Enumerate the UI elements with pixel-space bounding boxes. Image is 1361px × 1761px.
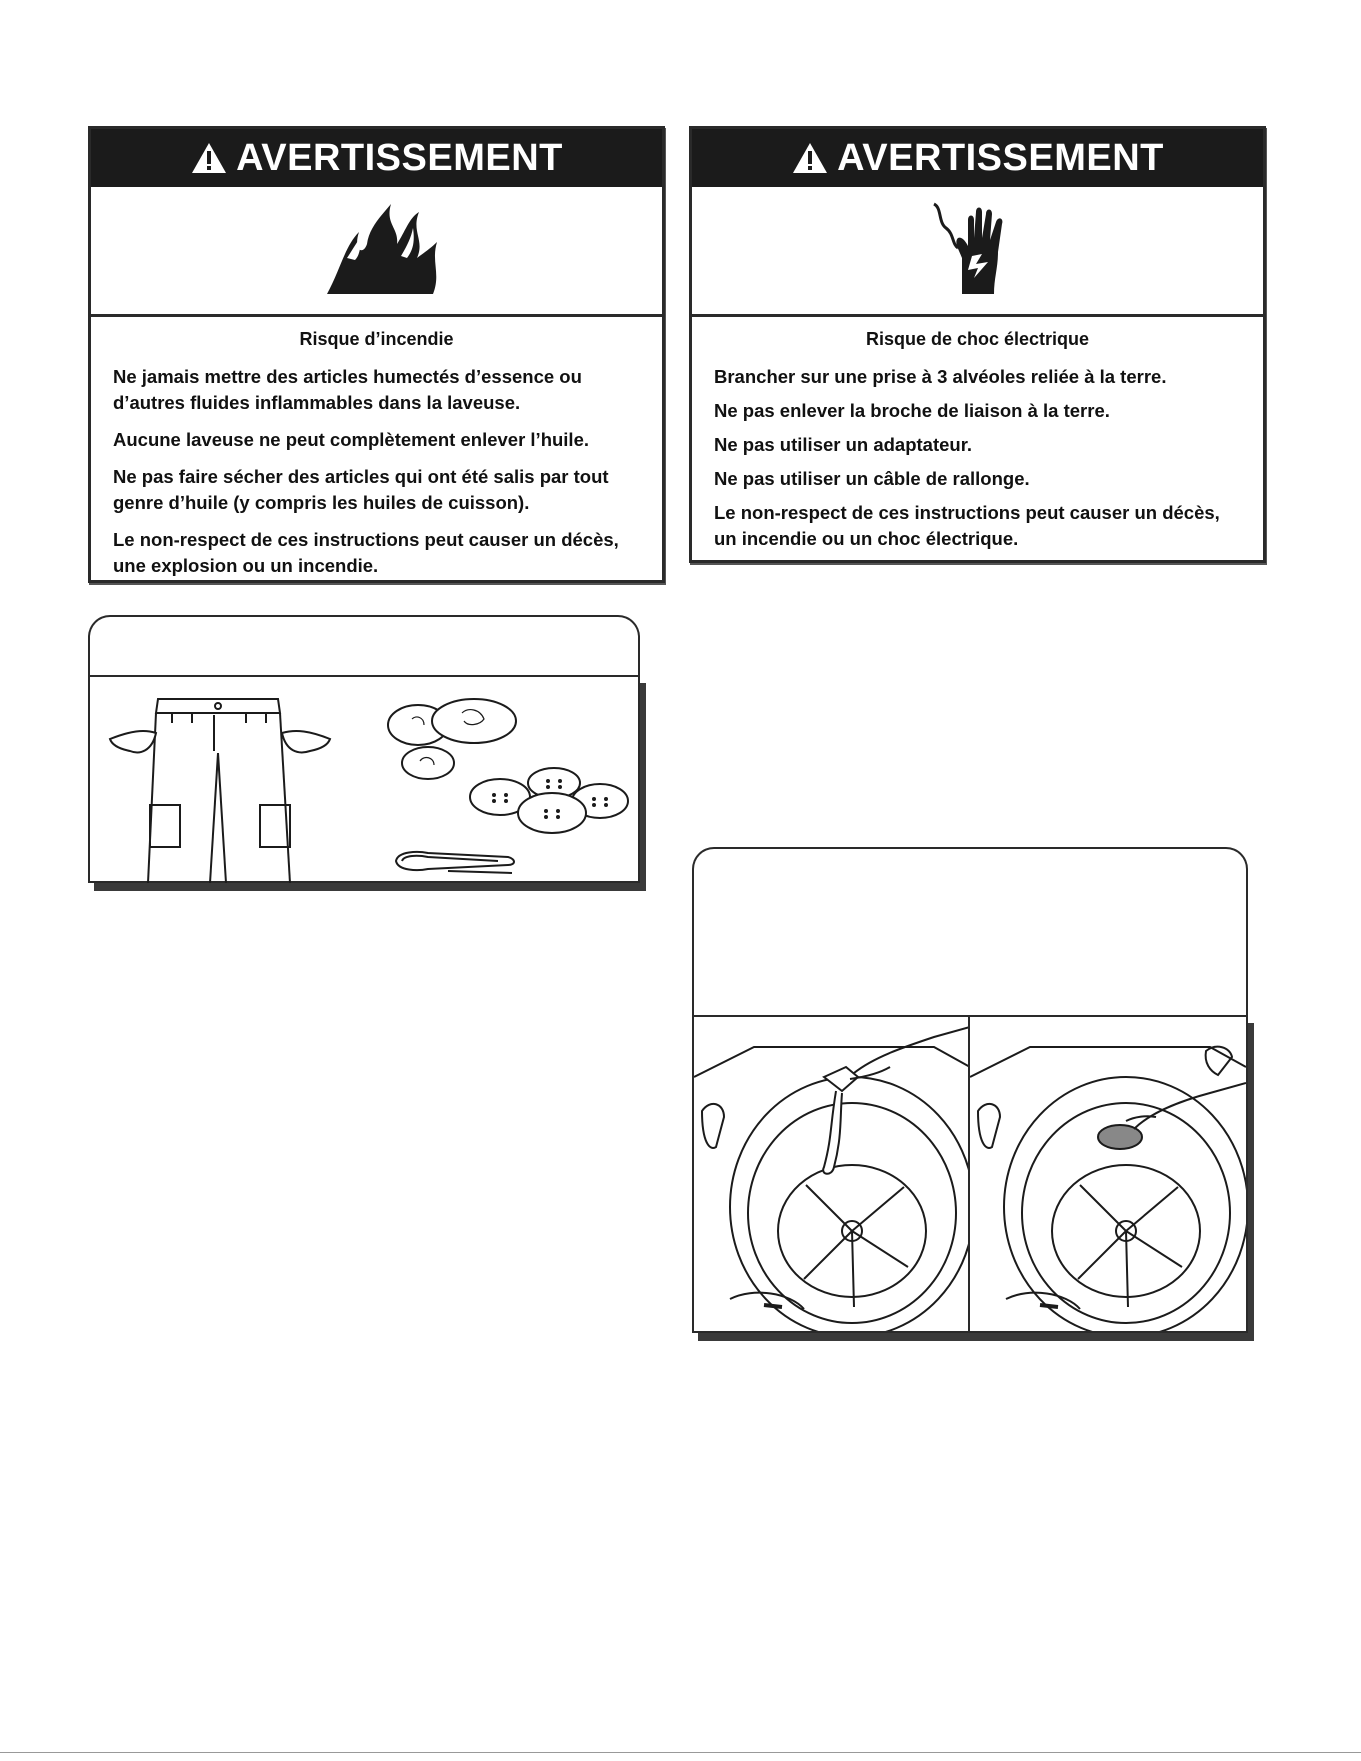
risk-title: Risque de choc électrique	[865, 329, 1090, 349]
warning-line: Le non-respect de ces instructions peut causer un décès, un incendie ou un choc électrique.	[714, 502, 1220, 549]
electric-warning-box	[689, 126, 1266, 563]
warning-line: Ne pas faire sécher des articles qui ont été salis par tout genre d’huile (y compris les huiles de cuisson).	[113, 466, 609, 513]
warning-line: Brancher sur une prise à 3 alvéoles reliée à la terre.	[714, 366, 1167, 387]
warning-heading: AVERTISSEMENT	[236, 136, 563, 179]
warning-triangle-icon	[791, 141, 829, 175]
fire-icon	[307, 198, 447, 303]
warning-heading: AVERTISSEMENT	[837, 136, 1164, 179]
risk-title: Risque d’incendie	[299, 329, 454, 349]
washer-wipe-icon	[970, 1017, 1246, 1331]
washer-illustration-panel	[692, 847, 1248, 1333]
empty-pockets-pants-icon	[100, 693, 340, 883]
warning-line: Ne pas enlever la broche de liaison à la terre.	[714, 400, 1110, 421]
washer-bleach-pour-icon	[694, 1017, 970, 1331]
warning-line: Ne pas utiliser un câble de rallonge.	[714, 468, 1030, 489]
footer-rule	[0, 1752, 1361, 1753]
warning-header	[692, 129, 1263, 187]
warning-line: Aucune laveuse ne peut complètement enlever l’huile.	[113, 429, 590, 450]
warning-line: Ne pas utiliser un adaptateur.	[714, 434, 973, 455]
fire-warning-box	[88, 126, 665, 583]
electric-shock-hand-icon	[928, 198, 1028, 303]
safety-pins-icon	[388, 843, 518, 879]
warning-triangle-icon	[190, 141, 228, 175]
warning-line: Ne jamais mettre des articles humectés d’essence ou d’autres fluides inflammables dans la laveuse.	[113, 366, 582, 413]
warning-header	[91, 129, 662, 187]
buttons-icon	[466, 765, 636, 845]
pockets-illustration-panel	[88, 615, 640, 883]
warning-line: Le non-respect de ces instructions peut causer un décès, une explosion ou un incendie.	[113, 529, 619, 576]
